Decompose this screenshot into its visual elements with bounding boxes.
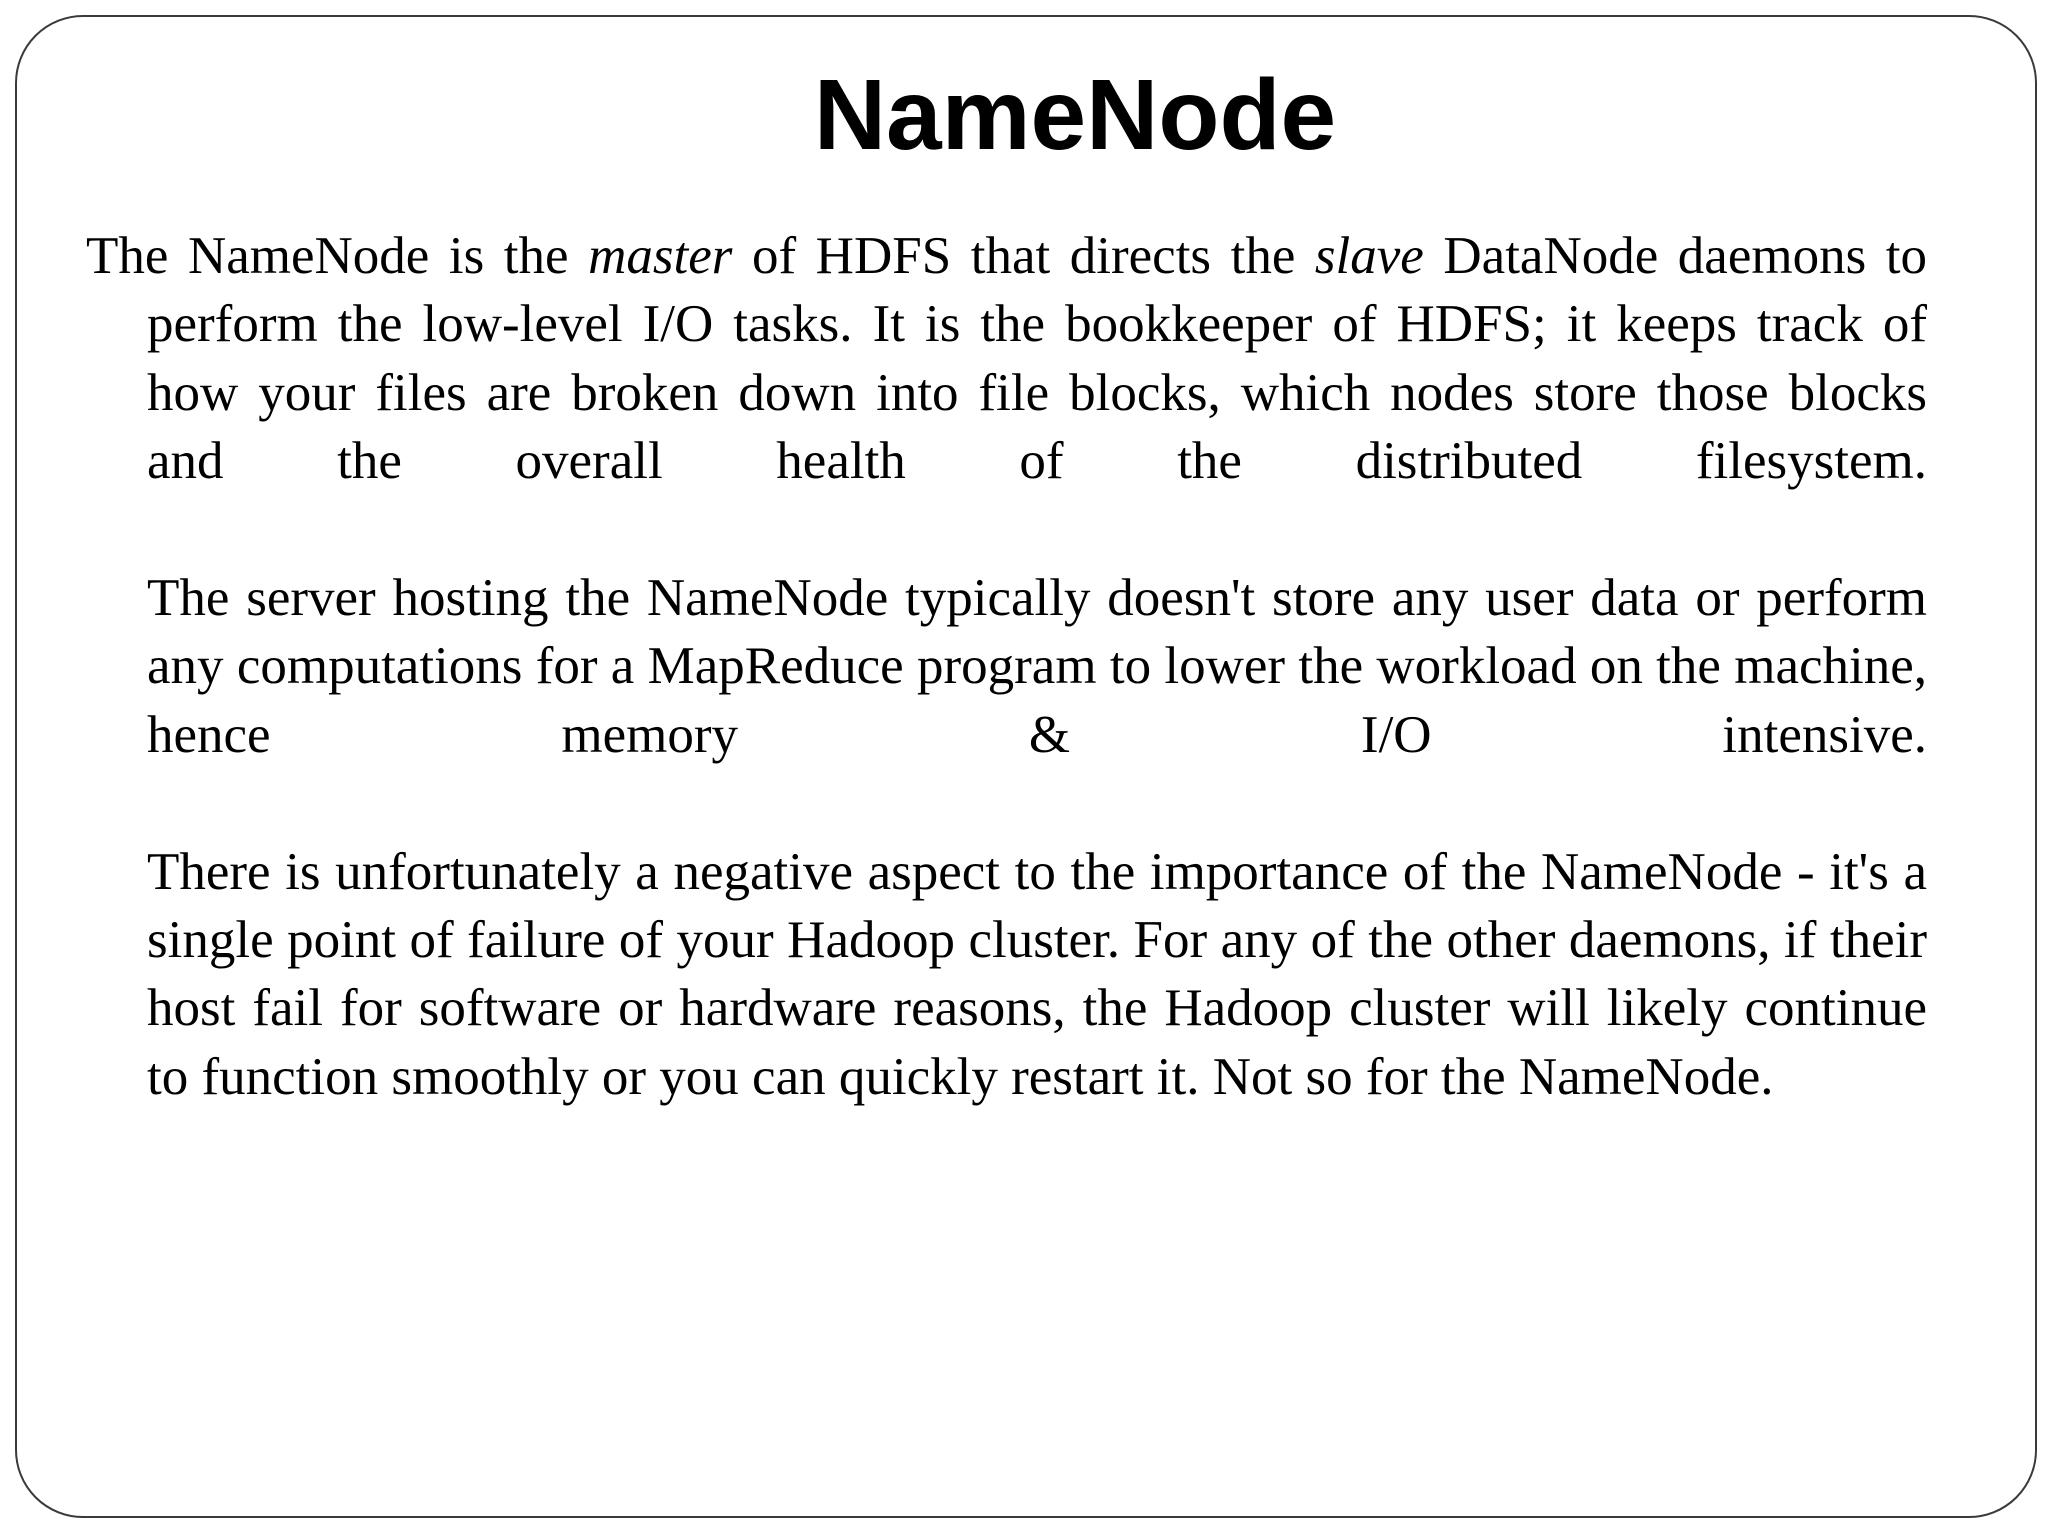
paragraph-1-text-a: The NameNode is the bbox=[86, 227, 589, 285]
master-emphasis: master bbox=[588, 227, 733, 285]
slide-title: NameNode bbox=[813, 59, 1337, 171]
paragraph-1-text-b: of HDFS that directs the bbox=[732, 227, 1315, 285]
paragraph-namenode-role bbox=[86, 222, 1927, 496]
slave-emphasis: slave bbox=[1314, 227, 1424, 285]
slide-body bbox=[86, 222, 1927, 1180]
paragraph-server-hosting: The server hosting the NameNode typically doesn't store any user data or perform any computations for a MapReduce program to lower the workload on the machine, hence memory & I/O intensive. bbox=[147, 569, 1927, 764]
paragraph-1-text-c: DataNode daemons to perform the low-level I/O tasks. It is the bookkeeper of HDFS; it keeps track of how your files are broken down into file blocks, which nodes store those blocks and the overall health of the distributed filesystem. bbox=[147, 227, 1927, 491]
paragraph-single-point-of-failure: There is unfortunately a negative aspect to the importance of the NameNode - it's a single point of failure of your Hadoop cluster. For any of the other daemons, if their host fail for software or hardware reasons, the Hadoop cluster will likely continue to function smoothly or you can quickly restart it. Not so for the NameNode. bbox=[147, 842, 1927, 1106]
